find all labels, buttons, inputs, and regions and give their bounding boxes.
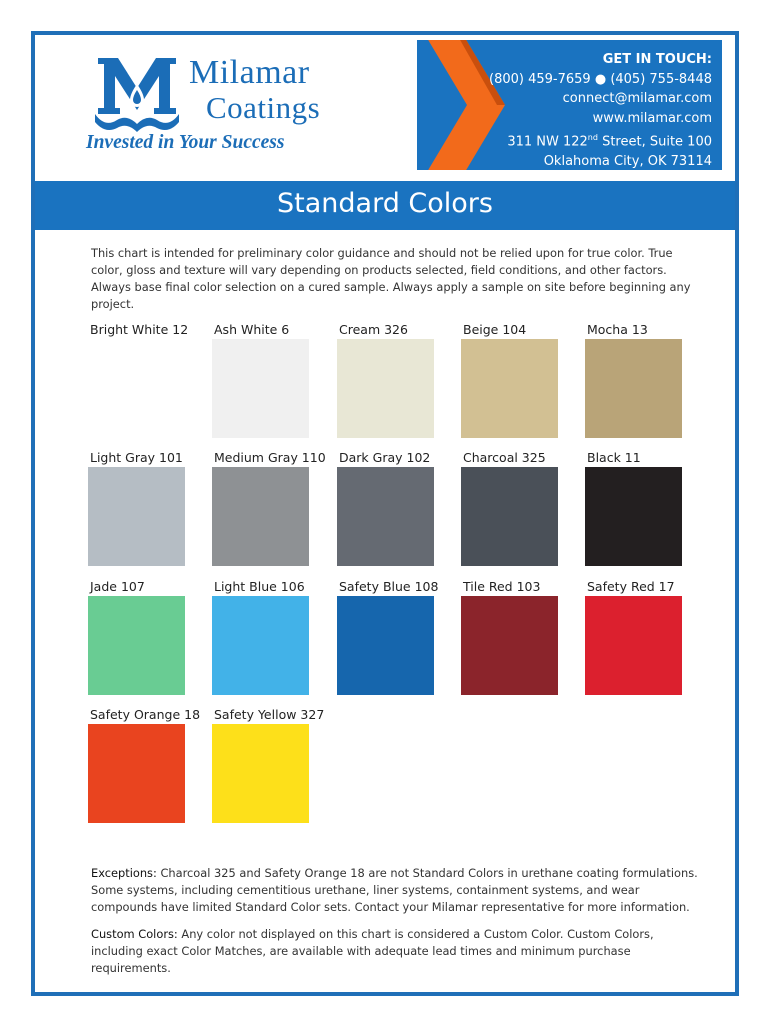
intro-paragraph: This chart is intended for preliminary color guidance and should not be relied upon for true color. True color, gloss and texture will vary depending on products selected, field conditions, and other factors. Always base final color selection on a cured sample. Always apply a sample on site before beginning any project. — [91, 246, 691, 311]
color-swatch-item — [337, 321, 437, 339]
color-swatch-label: Safety Yellow 327 — [214, 707, 325, 722]
color-swatch-sample — [337, 339, 434, 438]
color-swatch-item — [585, 321, 685, 339]
color-swatch-sample — [88, 596, 185, 695]
color-swatch-label: Mocha 13 — [587, 322, 648, 337]
color-swatch-sample — [88, 467, 185, 566]
color-swatch-sample — [461, 596, 558, 695]
color-swatch-item — [212, 321, 312, 339]
color-swatch-item — [585, 578, 685, 596]
custom-colors-text: Any color not displayed on this chart is considered a Custom Color. Custom Colors, including exact Color Matches, are available with adequate lead times and minimum purchase requirements. — [91, 927, 654, 975]
company-tagline: Invested in Your Success — [86, 132, 285, 153]
contact-details — [489, 50, 712, 170]
color-swatch-label: Charcoal 325 — [463, 450, 546, 465]
color-swatch-label: Safety Orange 18 — [90, 707, 201, 722]
color-swatch-item — [212, 578, 312, 596]
color-swatch-label: Cream 326 — [339, 322, 408, 337]
exceptions-note — [91, 865, 701, 916]
color-swatch-label: Tile Red 103 — [463, 579, 541, 594]
color-swatch-label: Jade 107 — [90, 579, 145, 594]
contact-address — [489, 128, 712, 152]
contact-heading: GET IN TOUCH: — [602, 52, 712, 67]
contact-website[interactable]: www.milamar.com — [592, 110, 712, 126]
color-swatch-item — [212, 706, 325, 724]
color-swatch-label: Safety Blue 108 — [339, 579, 439, 594]
color-swatch-label: Light Blue 106 — [214, 579, 305, 594]
exceptions-lead: Exceptions: — [91, 866, 157, 880]
address-street-rest: Street, Suite 100 — [597, 134, 712, 150]
exceptions-text: Charcoal 325 and Safety Orange 18 are not Standard Colors in urethane coating formulations. Some systems, including cementitious urethane, liner systems, containment systems, and wear compounds have limited Standard Color sets. Contact your Milamar representative for more information. — [91, 866, 698, 914]
notes-section — [91, 865, 701, 987]
color-swatch-item — [88, 321, 188, 339]
color-swatch-sample — [212, 596, 309, 695]
color-swatch-sample — [461, 339, 558, 438]
color-swatch-item — [461, 578, 561, 596]
contact-panel — [417, 40, 722, 170]
contact-phones[interactable]: (800) 459-7659 ● (405) 755-8448 — [489, 71, 712, 87]
color-swatch-label: Ash White 6 — [214, 322, 290, 337]
company-logo — [86, 50, 376, 160]
address-ordinal-suffix: nd — [587, 133, 598, 142]
color-swatch-sample — [212, 724, 309, 823]
company-name-line1: Milamar — [189, 54, 310, 91]
color-swatch-item — [337, 578, 437, 596]
color-swatch-label: Black 11 — [587, 450, 641, 465]
contact-email[interactable]: connect@milamar.com — [562, 91, 712, 106]
color-swatch-sample — [88, 339, 185, 438]
color-swatch-item — [88, 578, 188, 596]
color-swatch-sample — [88, 724, 185, 823]
contact-city: Oklahoma City, OK 73114 — [543, 153, 712, 169]
address-street-number: 311 NW 122 — [507, 134, 588, 150]
color-swatch-label: Medium Gray 110 — [214, 450, 326, 465]
color-swatch-item — [88, 449, 188, 467]
color-swatch-item — [461, 449, 561, 467]
color-swatch-label: Safety Red 17 — [587, 579, 675, 594]
custom-colors-lead: Custom Colors: — [91, 927, 178, 941]
color-swatch-label: Light Gray 101 — [90, 450, 183, 465]
color-swatch-item — [461, 321, 561, 339]
color-swatch-label: Beige 104 — [463, 322, 527, 337]
color-swatch-sample — [585, 596, 682, 695]
color-swatch-sample — [337, 467, 434, 566]
color-swatch-sample — [212, 339, 309, 438]
page-title: Standard Colors — [35, 181, 735, 230]
color-swatch-item — [337, 449, 437, 467]
color-swatch-label: Dark Gray 102 — [339, 450, 431, 465]
color-swatch-label: Bright White 12 — [90, 322, 189, 337]
color-swatch-sample — [212, 467, 309, 566]
milamar-m-logo-icon — [92, 50, 182, 132]
company-name-line2: Coatings — [206, 90, 321, 125]
custom-colors-note — [91, 926, 701, 977]
color-swatch-sample — [585, 339, 682, 438]
color-swatch-item — [88, 706, 201, 724]
color-swatch-item — [212, 449, 326, 467]
color-swatch-sample — [461, 467, 558, 566]
color-swatch-sample — [585, 467, 682, 566]
color-swatch-item — [585, 449, 685, 467]
color-swatch-sample — [337, 596, 434, 695]
